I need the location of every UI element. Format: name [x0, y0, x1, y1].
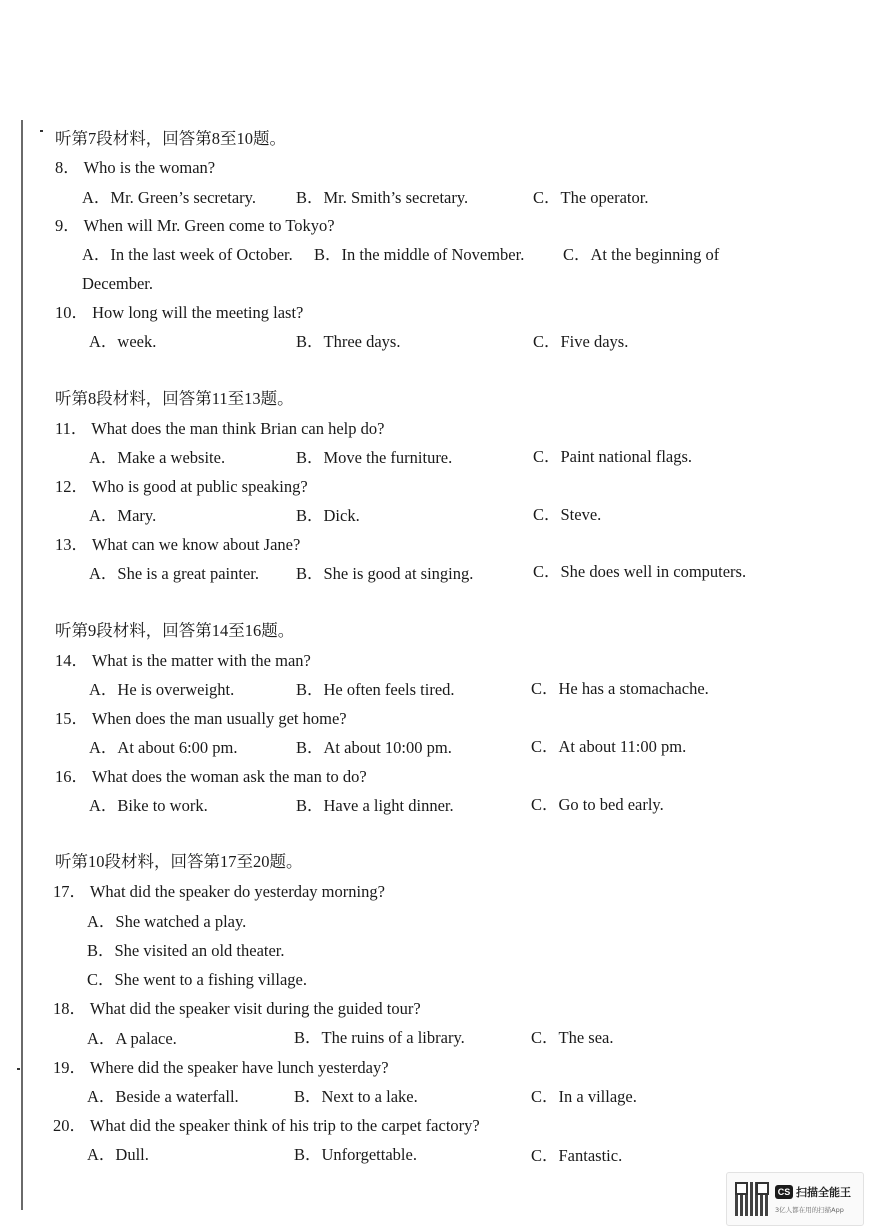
option-a: A．Beside a waterfall. — [87, 1087, 239, 1106]
option-b: B．Unforgettable. — [294, 1145, 417, 1164]
section-title: 听第8段材料，回答第11至13题。 — [55, 389, 294, 408]
option-a: A．Mr. Green’s secretary. — [82, 188, 256, 207]
page-margin-line — [21, 120, 23, 1210]
option-c: C．Steve. — [533, 505, 602, 524]
question-17: 17． What did the speaker do yesterday morning? — [53, 882, 385, 901]
question-13: 13． What can we know about Jane? — [55, 535, 301, 554]
option-a: A．A palace. — [87, 1029, 177, 1048]
scanner-watermark — [726, 1172, 864, 1226]
option-c: C．At the beginning of — [563, 245, 720, 264]
option-b: B．Dick. — [296, 506, 360, 525]
option-c: C．He has a stomachache. — [531, 679, 709, 698]
option-a: A．She watched a play. — [87, 912, 247, 931]
question-20: 20． What did the speaker think of his trip to the carpet factory? — [53, 1116, 480, 1135]
section-title: 听第7段材料，回答第8至10题。 — [55, 129, 286, 148]
option-b: B．Move the furniture. — [296, 448, 453, 467]
question-19: 19． Where did the speaker have lunch yesterday? — [53, 1058, 389, 1077]
question-15: 15． When does the man usually get home? — [55, 709, 347, 728]
option-a: A．In the last week of October. — [82, 245, 293, 264]
option-b: B．She is good at singing. — [296, 564, 474, 583]
option-c: C．The operator. — [533, 188, 649, 207]
option-c: C．Paint national flags. — [533, 447, 693, 466]
question-12: 12． Who is good at public speaking? — [55, 477, 308, 496]
option-a: A．He is overweight. — [89, 680, 235, 699]
option-c: C．She does well in computers. — [533, 562, 747, 581]
option-c: C．Five days. — [533, 332, 629, 351]
option-a: A．Make a website. — [89, 448, 226, 467]
question-8: 8． Who is the woman? — [55, 158, 216, 177]
option-a: A．Bike to work. — [89, 796, 208, 815]
option-b: B．Mr. Smith’s secretary. — [296, 188, 469, 207]
option-b: B．He often feels tired. — [296, 680, 455, 699]
question-18: 18． What did the speaker visit during the guided tour? — [53, 999, 421, 1018]
option-b: B．Next to a lake. — [294, 1087, 418, 1106]
option-c: C．At about 11:00 pm. — [531, 737, 687, 756]
option-b: B．Three days. — [296, 332, 401, 351]
option-b: B．In the middle of November. — [314, 245, 525, 264]
scan-mark — [17, 1068, 20, 1070]
section-title: 听第9段材料，回答第14至16题。 — [55, 621, 295, 640]
option-c: C．In a village. — [531, 1087, 637, 1106]
camscanner-logo-icon: CS — [775, 1185, 793, 1199]
option-c: C．Go to bed early. — [531, 795, 664, 814]
option-a: A．Dull. — [87, 1145, 149, 1164]
option-c-continued: December. — [82, 274, 154, 293]
option-c: C．Fantastic. — [531, 1146, 623, 1165]
option-b: B．Have a light dinner. — [296, 796, 454, 815]
option-b: B．She visited an old theater. — [87, 941, 285, 960]
question-11: 11． What does the man think Brian can help do? — [55, 419, 385, 438]
question-10: 10． How long will the meeting last? — [55, 303, 304, 322]
option-a: A．Mary. — [89, 506, 157, 525]
option-b: B．At about 10:00 pm. — [296, 738, 452, 757]
watermark-tagline: 3亿人都在用的扫描App — [775, 1206, 844, 1214]
option-a: A．At about 6:00 pm. — [89, 738, 238, 757]
watermark-brand: 扫描全能王 — [796, 1186, 851, 1199]
question-14: 14． What is the matter with the man? — [55, 651, 311, 670]
section-title: 听第10段材料，回答第17至20题。 — [55, 852, 303, 871]
scan-mark — [40, 130, 43, 132]
question-9: 9． When will Mr. Green come to Tokyo? — [55, 216, 335, 235]
option-c: C．The sea. — [531, 1028, 614, 1047]
question-16: 16． What does the woman ask the man to do? — [55, 767, 367, 786]
qr-code-icon — [735, 1182, 769, 1216]
option-a: A．week. — [89, 332, 157, 351]
option-b: B．The ruins of a library. — [294, 1028, 465, 1047]
option-a: A．She is a great painter. — [89, 564, 259, 583]
option-c: C．She went to a fishing village. — [87, 970, 307, 989]
